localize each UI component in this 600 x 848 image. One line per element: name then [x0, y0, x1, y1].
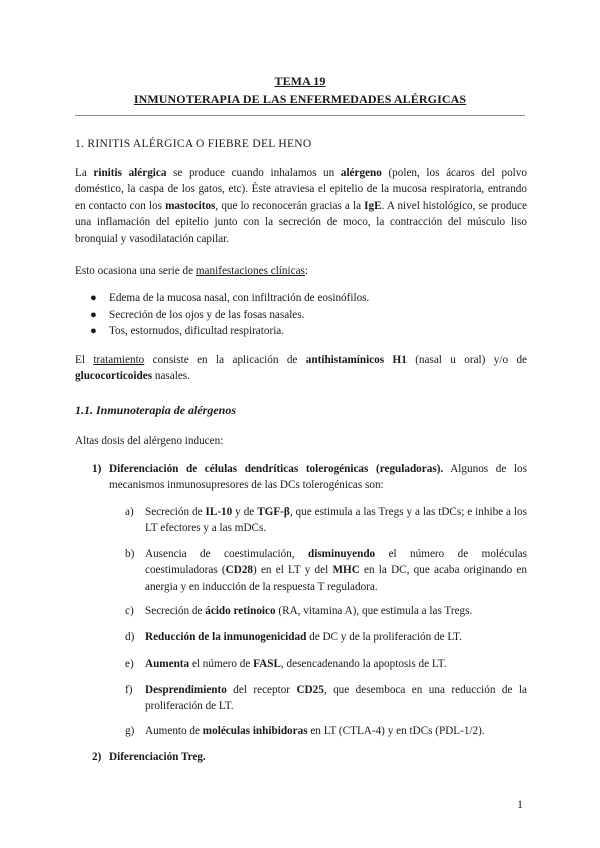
item-2-number: 2): [92, 751, 102, 763]
text: , que lo reconocerán gracias a la: [215, 199, 365, 212]
subitem-f-label: f): [125, 684, 133, 696]
text: (polen, los ácaros del polvo doméstico, la caspa de los gatos, etc). Éste atraviesa el epitelio de la mucosa respiratoria, entrando en contacto con los: [75, 167, 527, 212]
text: de DC y de la proliferación de LT.: [306, 631, 462, 643]
tema-number: TEMA 19: [274, 74, 326, 88]
item-1-text: [109, 461, 527, 494]
text: :: [304, 265, 309, 277]
text: el número de: [189, 658, 254, 670]
list-item: [75, 307, 525, 324]
text: Esto ocasiona una serie de: [75, 265, 196, 277]
text: (nasal u oral) y/o de: [406, 354, 528, 366]
list-item: [75, 290, 525, 307]
text: nasales.: [152, 370, 190, 383]
underlined-manifestaciones: manifestaciones clínicas: [195, 265, 305, 277]
text: en la DC, que acaba originando en anergia y en inducción de la respuesta T reguladora.: [145, 564, 527, 593]
text: . A nivel histológico, se produce una inflamación del epitelio junto con la secreción de moco, la contracción del músculo liso bronquial y vasodilatación capilar.: [75, 199, 527, 245]
bold-mhc: MHC: [332, 564, 360, 577]
bold-desprendimiento: Desprendimiento: [145, 684, 227, 696]
subitem-f-text: [145, 682, 527, 715]
text: Secreción de: [145, 506, 206, 518]
bullet-icon: ●: [90, 308, 97, 321]
bold-alergeno: alérgeno: [340, 167, 382, 179]
bold-diferenciacion-dc: Diferenciación de células dendríticas tolerogénicas (reguladoras).: [109, 463, 444, 475]
bold-cd28: CD28: [225, 564, 254, 577]
bold-diferenciacion-treg: Diferenciación Treg.: [109, 751, 206, 763]
text: El: [75, 354, 94, 366]
text: , que desemboca en una reducción de la proliferación de LT.: [145, 684, 527, 713]
bold-cd25: CD25: [296, 684, 324, 696]
manifestaciones-list: [75, 290, 525, 340]
subitem-g-text: [145, 723, 527, 739]
subitem-c-text: [145, 603, 527, 619]
text: , desencadenando la apoptosis de LT.: [280, 658, 447, 670]
bullet-icon: ●: [90, 325, 97, 337]
list-item-text: Secreción de los ojos y de las fosas nasales.: [109, 308, 305, 321]
underlined-tratamiento: tratamiento: [93, 354, 145, 366]
bold-reduccion: Reducción de la inmunogenicidad: [145, 631, 307, 643]
subitem-g-label: g): [125, 725, 135, 737]
subitem-e-text: [145, 656, 527, 672]
subitem-b-label: b): [125, 548, 135, 560]
bold-tgfb: TGF-β: [257, 506, 290, 518]
text: consiste en la aplicación de: [144, 354, 306, 366]
subitem-a-label: a): [125, 506, 134, 518]
bold-aumenta: Aumenta: [145, 658, 190, 670]
bullet-icon: ●: [90, 292, 97, 304]
bold-il10: IL-10: [205, 506, 233, 518]
list-item: [75, 323, 525, 340]
list-item-text: Tos, estornudos, dificultad respiratoria.: [109, 325, 285, 337]
tratamiento-paragraph: [75, 352, 527, 385]
manifestaciones-paragraph: [75, 263, 527, 279]
text: en LT (CTLA-4) y en tDCs (PDL-1/2).: [307, 725, 485, 737]
bold-fasl: FASL: [253, 658, 281, 670]
subitem-d-label: d): [125, 631, 135, 643]
text: y de: [232, 506, 258, 518]
section-1-heading: 1. RINITIS ALÉRGICA O FIEBRE DEL HENO: [75, 138, 312, 150]
text: Aumento de: [145, 725, 203, 737]
text: del receptor: [226, 684, 297, 696]
text: Secreción de: [145, 605, 206, 617]
item-2-text: [109, 749, 527, 765]
section-1-1-heading: 1.1. Inmunoterapia de alérgenos: [75, 403, 237, 417]
rinitis-paragraph: [75, 165, 527, 247]
text: el número de moléculas coestimuladoras (: [145, 548, 527, 577]
bold-acido-retinoico: ácido retinoico: [205, 605, 276, 617]
document-title: INMUNOTERAPIA DE LAS ENFERMEDADES ALÉRGICAS: [133, 92, 467, 106]
bold-antihistaminicos: antihistamínicos H1: [305, 354, 407, 366]
subitem-e-label: e): [125, 658, 134, 670]
list-item-text: Edema de la mucosa nasal, con infiltración de eosinófilos.: [109, 292, 370, 304]
item-1-number: 1): [92, 463, 102, 475]
bold-rinitis-alergica: rinitis alérgica: [93, 167, 167, 179]
bold-moleculas-inhibidoras: moléculas inhibidoras: [202, 725, 308, 737]
bold-glucocorticoides: glucocorticoides: [75, 370, 153, 383]
title-divider: [75, 115, 525, 116]
subitem-b-text: [145, 546, 527, 595]
text: se produce cuando inhalamos un: [166, 167, 341, 179]
subitem-c-label: c): [125, 605, 134, 617]
bold-mastocitos: mastocitos: [165, 199, 216, 212]
subitem-a-text: [145, 504, 527, 537]
text: Algunos de los mecanismos inmunosupresores de las DCs tolerogénicas son:: [109, 463, 527, 492]
text: Ausencia de coestimulación,: [145, 548, 308, 560]
subitem-d-text: [145, 629, 527, 645]
text: ) en el LT y del: [253, 564, 333, 577]
intro-paragraph: Altas dosis del alérgeno inducen:: [75, 435, 224, 447]
text: (RA, vitamina A), que estimula a las Tregs.: [275, 605, 473, 617]
bold-disminuyendo: disminuyendo: [307, 548, 376, 560]
text: , que estimula a las Tregs y a las tDCs; e inhibe a los LT efectores y a las mDCs.: [145, 506, 527, 535]
page-number: 1: [517, 797, 523, 811]
bold-ige: IgE: [364, 199, 382, 212]
text: La: [75, 167, 94, 179]
